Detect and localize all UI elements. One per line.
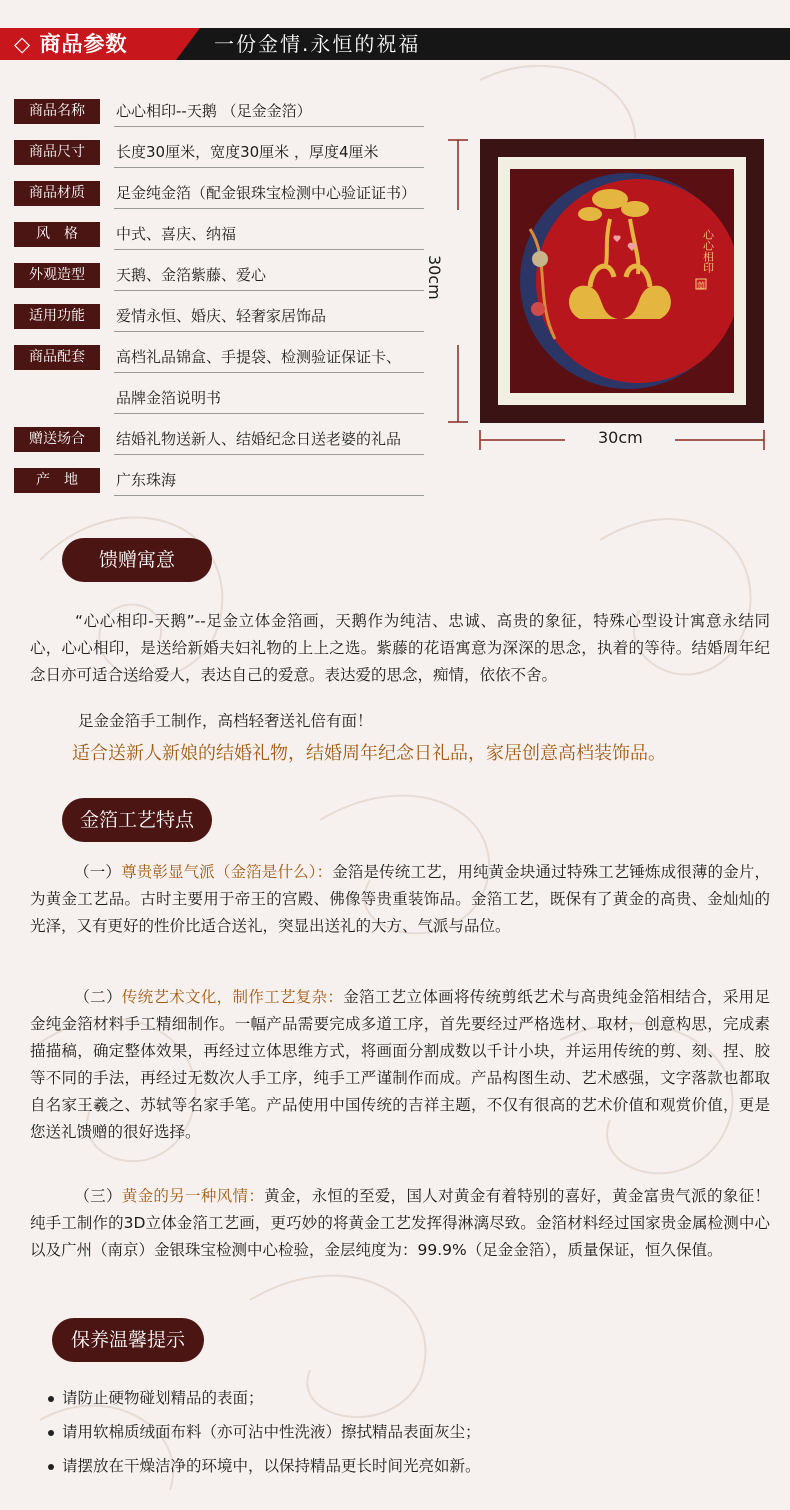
param-value: 长度30厘米，宽度30厘米 ，厚度4厘米 — [116, 143, 379, 161]
meaning-highlight: 适合送新人新娘的结婚礼物，结婚周年纪念日礼品，家居创意高档装饰品。 — [72, 743, 666, 764]
divider — [114, 372, 424, 373]
artwork-caption: 心心相印 — [701, 229, 715, 273]
param-label: 赠送场合 — [14, 427, 100, 452]
divider — [114, 331, 424, 332]
header-title: ◇ 商品参数 — [14, 32, 128, 56]
bullet-icon — [48, 1396, 54, 1402]
frame-mat — [498, 157, 746, 405]
craft-item-3 — [30, 1183, 770, 1264]
artwork — [510, 169, 734, 393]
param-value: 心心相印--天鹅 （足金金箔） — [116, 102, 312, 120]
param-label: 商品名称 — [14, 99, 100, 124]
meaning-note — [78, 708, 373, 735]
care-tip-text: 请用软棉质绒面布料（亦可沾中性洗液）擦拭精品表面灰尘； — [62, 1423, 481, 1441]
param-label: 适用功能 — [14, 304, 100, 329]
header-subtitle: 一份金情.永恒的祝福 — [214, 32, 421, 56]
param-label: 风 格 — [14, 222, 100, 247]
craft-item-body: 金箔工艺立体画将传统剪纸艺术与高贵纯金箔相结合，采用足金纯金箔材料手工精细制作。一幅产品需要完成多道工序，首先要经过严格选材、取材，创意构思，完成素描描稿，确定整体效果，再经过立体思维方式，将画面分割成数以千计小块，并运用传统的剪、刻、捏、胶等不同的手法，再经过无数次人手工序，纯手工严谨制作而成。产品构图生动、艺术感强，文字落款也都取自名家王羲之、苏轼等名家手笔。产品使用中国传统的吉祥主题，不仅有很高的艺术价值和观赏价值，更是您送礼馈赠的很好选择。 — [30, 988, 770, 1141]
param-value: 广东珠海 — [116, 471, 177, 489]
craft-item-body: 金箔是传统工艺，用纯黄金块通过特殊工艺锤炼成很薄的金片，为黄金工艺品。古时主要用于帝王的宫殿、佛像等贵重装饰品。金箔工艺，既保有了黄金的高贵、金灿灿的光泽，又有更好的性价比适合送礼，突显出送礼的大方、气派与品位。 — [30, 863, 770, 935]
seal-stamp: 囍 — [697, 281, 705, 290]
care-tip — [48, 1385, 264, 1411]
meaning-note-text: 足金金箔手工制作，高档轻奢送礼倍有面！ — [78, 712, 373, 730]
craft-item-prefix: （一） — [74, 863, 122, 881]
divider — [114, 126, 424, 127]
care-tip — [48, 1453, 481, 1479]
product-image — [480, 139, 764, 423]
meaning-paragraph — [30, 608, 770, 689]
bullet-icon — [48, 1464, 54, 1470]
param-value: 高档礼品锦盒、手提袋、检测验证保证卡、 — [116, 348, 402, 366]
care-tip-text: 请防止硬物碰划精品的表面； — [62, 1389, 264, 1407]
param-label: 外观造型 — [14, 263, 100, 288]
param-value: 结婚礼物送新人、结婚纪念日送老婆的礼品 — [116, 430, 402, 448]
divider — [114, 495, 424, 496]
craft-item-1 — [30, 859, 770, 940]
craft-item-prefix: （二） — [74, 988, 122, 1006]
craft-item-2 — [30, 984, 770, 1146]
param-value: 爱情永恒、婚庆、轻奢家居饰品 — [116, 307, 327, 325]
swan-artwork — [510, 169, 734, 393]
section-title-meaning: 馈赠寓意 — [62, 538, 212, 582]
height-label: 30cm — [425, 255, 444, 300]
craft-item-body: 黄金，永恒的至爱，国人对黄金有着特别的喜好，黄金富贵气派的象征！纯手工制作的3D立体金箔工艺画，更巧妙的将黄金工艺发挥得淋漓尽致。金箔材料经过国家贵金属检测中心以及广州（南京）金银珠宝检测中心检验，金层纯度为：99.9%（足金金箔），质量保证，恒久保值。 — [30, 1187, 770, 1259]
craft-item-prefix: （三） — [74, 1187, 122, 1205]
param-value: 足金纯金箔（配金银珠宝检测中心验证证书） — [116, 184, 417, 202]
param-value-continued: 品牌金箔说明书 — [116, 389, 222, 407]
param-label: 商品配套 — [14, 345, 100, 370]
param-value: 中式、喜庆、纳福 — [116, 225, 237, 243]
divider — [114, 249, 424, 250]
divider — [114, 454, 424, 455]
bullet-icon — [48, 1430, 54, 1436]
params-table — [0, 0, 460, 500]
param-value: 天鹅、金箔紫藤、爱心 — [116, 266, 267, 284]
divider — [114, 208, 424, 209]
craft-item-heading: 尊贵彰显气派（金箔是什么）： — [121, 863, 333, 881]
width-label: 30cm — [598, 428, 643, 447]
param-label: 商品材质 — [14, 181, 100, 206]
param-label: 商品尺寸 — [14, 140, 100, 165]
param-label: 产 地 — [14, 468, 100, 493]
divider — [114, 290, 424, 291]
care-tip — [48, 1419, 481, 1445]
divider — [114, 167, 424, 168]
divider — [114, 413, 424, 414]
section-title-craft: 金箔工艺特点 — [62, 798, 212, 842]
meaning-text: “心心相印-天鹅”--足金立体金箔画，天鹅作为纯洁、忠诚、高贵的象征，特殊心型设计寓意永结同心，心心相印，是送给新婚夫妇礼物的上上之选。紫藤的花语寓意为深深的思念，执着的等待。结婚周年纪念日亦可适合送给爱人，表达自己的爱意。表达爱的思念，痴情，依依不舍。 — [30, 612, 770, 684]
section-title-care: 保养温馨提示 — [52, 1318, 204, 1362]
craft-item-heading: 黄金的另一种风情： — [121, 1187, 265, 1205]
craft-item-heading: 传统艺术文化，制作工艺复杂： — [121, 988, 344, 1006]
care-tip-text: 请摆放在干燥洁净的环境中，以保持精品更长时间光亮如新。 — [62, 1457, 481, 1475]
